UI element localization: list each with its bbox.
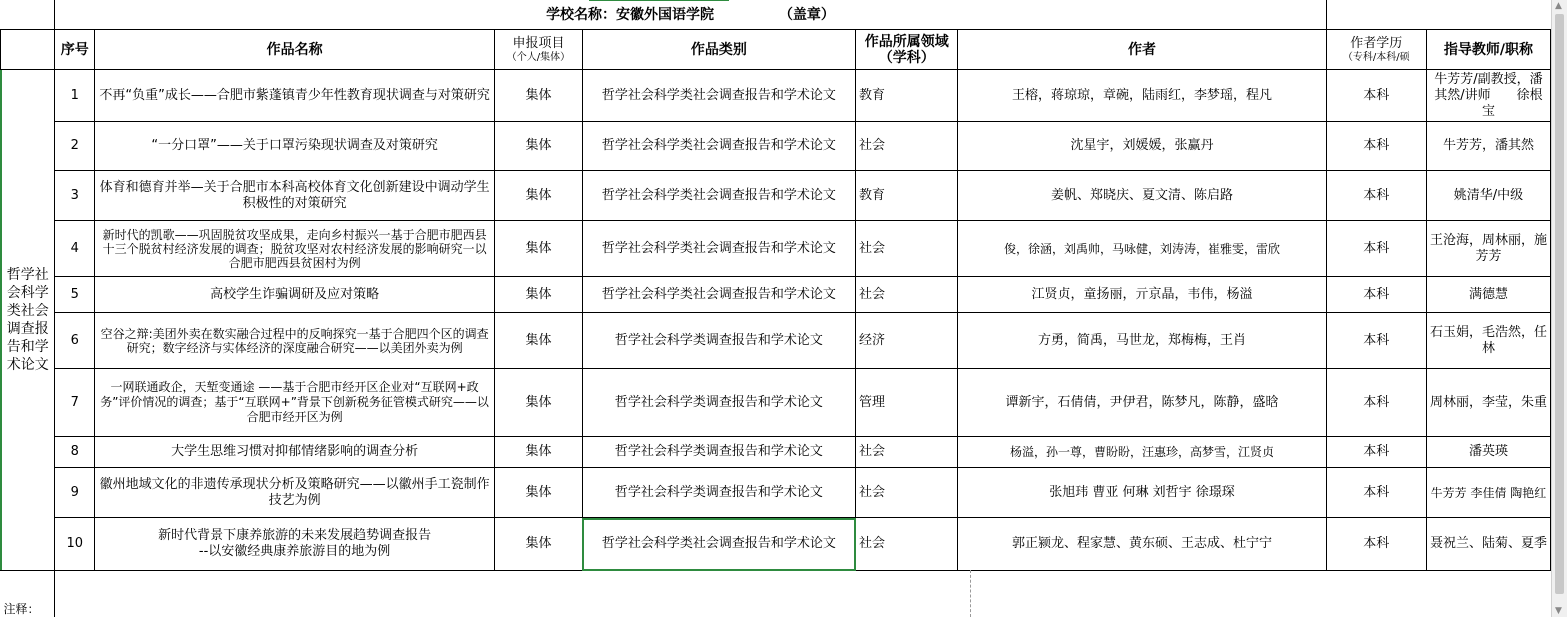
col-teacher[interactable]: 指导教师/职称: [1426, 30, 1550, 70]
table-row: [1, 122, 1551, 171]
cell-type[interactable]: 集体: [495, 369, 583, 437]
col-name[interactable]: 作品名称: [95, 30, 495, 70]
cell-teacher[interactable]: 潘英瑛: [1426, 437, 1550, 468]
cell-field[interactable]: 教育: [856, 171, 958, 221]
cell-category[interactable]: 哲学社会科学类社会调查报告和学术论文: [582, 122, 855, 171]
header-row: [1, 30, 1551, 70]
cell-teacher[interactable]: 牛芳芳，潘其然: [1426, 122, 1550, 171]
cell-name[interactable]: 徽州地域文化的非遗传承现状分析及策略研究——以徽州手工瓷制作技艺为例: [95, 468, 495, 518]
cell-name[interactable]: 一网联通政企，天堑变通途 ——基于合肥市经开区企业对“互联网+政务”评价情况的调查；基于“互联网+”背景下创新税务征管模式研究——以合肥市经开区为例: [95, 369, 495, 437]
cell-category[interactable]: 哲学社会科学类调查报告和学术论文: [582, 369, 855, 437]
cell-type[interactable]: 集体: [495, 221, 583, 277]
school-title: 学校名称：安徽外国语学院: [546, 6, 715, 23]
cell-authors[interactable]: 杨溢，孙一尊，曹盼盼，汪惠珍，高梦雪，江贤贞: [958, 437, 1326, 468]
cell-teacher[interactable]: 牛芳芳/副教授，潘其然/讲师 徐根宝: [1426, 70, 1550, 122]
cell-authors[interactable]: 方勇，简禹，马世龙，郑梅梅，王肖: [958, 313, 1326, 369]
table-row: [1, 437, 1551, 468]
cell-category[interactable]: 哲学社会科学类社会调查报告和学术论文: [582, 70, 855, 122]
cell-no[interactable]: 5: [55, 277, 95, 313]
title-blank-cell[interactable]: [1, 0, 55, 30]
cell-name[interactable]: 不再“负重”成长——合肥市紫蓬镇青少年性教育现状调查与对策研究: [95, 70, 495, 122]
cell-teacher[interactable]: 姚清华/中级: [1426, 171, 1550, 221]
cell-type[interactable]: 集体: [495, 468, 583, 518]
col-seq[interactable]: 序号: [55, 30, 95, 70]
notes-label[interactable]: 注释：: [1, 571, 55, 617]
table-row: [1, 369, 1551, 437]
cell-category[interactable]: 哲学社会科学类社会调查报告和学术论文: [582, 277, 855, 313]
cell-authors[interactable]: 郭正颍龙、程家慧、黄东硕、王志成、杜宁宁: [958, 518, 1326, 571]
cell-authors[interactable]: 沈星宇，刘媛媛，张赢丹: [958, 122, 1326, 171]
cell-no[interactable]: 4: [55, 221, 95, 277]
cell-edu[interactable]: 本科: [1326, 70, 1426, 122]
cell-edu[interactable]: 本科: [1326, 468, 1426, 518]
cell-no[interactable]: 7: [55, 369, 95, 437]
cell-name[interactable]: “一分口罩”——关于口罩污染现状调查及对策研究: [95, 122, 495, 171]
scrollbar-thumb[interactable]: [1555, 14, 1564, 594]
cell-authors[interactable]: 王榕，蒋琼琼，章碗，陆雨红，李梦瑶，程凡: [958, 70, 1326, 122]
cell-authors[interactable]: 俊，徐涵，刘禹帅，马咏健，刘涛涛，崔雅雯，雷欣: [958, 221, 1326, 277]
cell-field[interactable]: 社会: [856, 122, 958, 171]
col-category[interactable]: 作品类别: [582, 30, 855, 70]
seal-label: （盖章）: [778, 6, 835, 23]
cell-field[interactable]: 管理: [856, 369, 958, 437]
table-row: [1, 70, 1551, 122]
cell-category[interactable]: 哲学社会科学类调查报告和学术论文: [582, 313, 855, 369]
cell-no[interactable]: 8: [55, 437, 95, 468]
cell-no[interactable]: 3: [55, 171, 95, 221]
cell-name[interactable]: 新时代的凯歌——巩固脱贫攻坚成果，走向乡村振兴一基于合肥市肥西县十三个脱贫村经济发展的调查；脱贫攻坚对农村经济发展的影响研究一以合肥市肥西县贫困村为例: [95, 221, 495, 277]
cell-edu[interactable]: 本科: [1326, 518, 1426, 571]
cell-teacher[interactable]: 聂祝兰、陆菊、夏季: [1426, 518, 1550, 571]
cell-authors[interactable]: 谭新宇，石倩倩，尹伊君，陈梦凡，陈静，盛晗: [958, 369, 1326, 437]
cell-category[interactable]: 哲学社会科学类调查报告和学术论文: [582, 468, 855, 518]
cell-edu[interactable]: 本科: [1326, 369, 1426, 437]
table-row: [1, 277, 1551, 313]
cell-field[interactable]: 教育: [856, 70, 958, 122]
cell-edu[interactable]: 本科: [1326, 437, 1426, 468]
cell-name[interactable]: 体育和德育并举—关于合肥市本科高校体育文化创新建设中调动学生积极性的对策研究: [95, 171, 495, 221]
cell-teacher[interactable]: 牛芳芳 李佳倩 陶艳红: [1426, 468, 1550, 518]
cell-no[interactable]: 10: [55, 518, 95, 571]
cell-teacher[interactable]: 周林丽，李莹，朱重: [1426, 369, 1550, 437]
col-edu-label: 作者学历: [1350, 35, 1403, 51]
scroll-down-icon[interactable]: ▼: [1555, 606, 1562, 616]
cell-teacher[interactable]: 石玉娟，毛浩然，任林: [1426, 313, 1550, 369]
col-type-label: 申报项目: [512, 35, 565, 51]
col-edu[interactable]: [1326, 30, 1426, 70]
col-field-sub: （学科）: [878, 49, 935, 66]
cell-no[interactable]: 6: [55, 313, 95, 369]
table-row: [1, 313, 1551, 369]
cell-type[interactable]: 集体: [495, 70, 583, 122]
col-authors[interactable]: 作者: [958, 30, 1326, 70]
vertical-scrollbar[interactable]: [1551, 0, 1567, 617]
cell-category-selected[interactable]: 哲学社会科学类社会调查报告和学术论文: [582, 518, 855, 571]
cell-category[interactable]: 哲学社会科学类调查报告和学术论文: [582, 437, 855, 468]
col-type-sub: （个人/集体）: [506, 51, 571, 63]
col-edu-sub: （专科/本科/硕: [1342, 51, 1410, 63]
cell-field[interactable]: 社会: [856, 437, 958, 468]
header-group-cell[interactable]: [1, 30, 55, 70]
scroll-up-icon[interactable]: ▲: [1555, 1, 1562, 11]
cell-category[interactable]: 哲学社会科学类社会调查报告和学术论文: [582, 171, 855, 221]
group-label-cell[interactable]: 哲学社会科学类社会调查报告和学术论文: [1, 70, 55, 571]
cell-edu[interactable]: 本科: [1326, 221, 1426, 277]
col-field[interactable]: [856, 30, 958, 70]
notes-content[interactable]: [55, 571, 1551, 617]
table-row: [1, 171, 1551, 221]
cell-teacher[interactable]: 满德慧: [1426, 277, 1550, 313]
cell-edu[interactable]: 本科: [1326, 171, 1426, 221]
cell-field[interactable]: 社会: [856, 468, 958, 518]
cell-no[interactable]: 9: [55, 468, 95, 518]
cell-no[interactable]: 2: [55, 122, 95, 171]
cell-type[interactable]: 集体: [495, 171, 583, 221]
table-row: [1, 221, 1551, 277]
cell-name[interactable]: 新时代背景下康养旅游的未来发展趋势调查报告 --以安徽经典康养旅游目的地为例: [95, 518, 495, 571]
cell-field[interactable]: 社会: [856, 277, 958, 313]
row-selection-marker: [0, 70, 2, 570]
cell-type[interactable]: 集体: [495, 518, 583, 571]
notes-row: [1, 571, 1551, 617]
cell-edu[interactable]: 本科: [1326, 277, 1426, 313]
title-right-cell[interactable]: [1326, 0, 1550, 30]
cell-name[interactable]: 大学生思维习惯对抑郁情绪影响的调查分析: [95, 437, 495, 468]
cell-authors[interactable]: 姜帆、郑晓庆、夏文清、陈启路: [958, 171, 1326, 221]
cell-type[interactable]: 集体: [495, 122, 583, 171]
cell-field[interactable]: 社会: [856, 518, 958, 571]
table-row: [1, 468, 1551, 518]
cell-name[interactable]: 空谷之辩:美团外卖在数实融合过程中的反响探究一基于合肥四个区的调查研究；数字经济与实体经济的深度融合研究——以美团外卖为例: [95, 313, 495, 369]
title-cell[interactable]: [55, 0, 1326, 30]
col-field-label: 作品所属领域: [864, 33, 949, 50]
cell-category[interactable]: 哲学社会科学类社会调查报告和学术论文: [582, 221, 855, 277]
cell-type[interactable]: 集体: [495, 313, 583, 369]
col-type[interactable]: [495, 30, 583, 70]
cell-name[interactable]: 高校学生诈骗调研及应对策略: [95, 277, 495, 313]
cell-no[interactable]: 1: [55, 70, 95, 122]
cell-teacher[interactable]: 王沧海，周林丽，施芳芳: [1426, 221, 1550, 277]
cell-edu[interactable]: 本科: [1326, 122, 1426, 171]
cell-type[interactable]: 集体: [495, 277, 583, 313]
cell-field[interactable]: 社会: [856, 221, 958, 277]
cell-type[interactable]: 集体: [495, 437, 583, 468]
table-row: [1, 518, 1551, 571]
cell-field[interactable]: 经济: [856, 313, 958, 369]
selection-marker: [589, 0, 729, 1]
page-break-line: [970, 570, 971, 617]
cell-authors[interactable]: 江贤贞，童扬丽，亓京晶，韦伟，杨溢: [958, 277, 1326, 313]
cell-authors[interactable]: 张旭玮 曹亚 何琳 刘哲宇 徐璟琛: [958, 468, 1326, 518]
cell-edu[interactable]: 本科: [1326, 313, 1426, 369]
